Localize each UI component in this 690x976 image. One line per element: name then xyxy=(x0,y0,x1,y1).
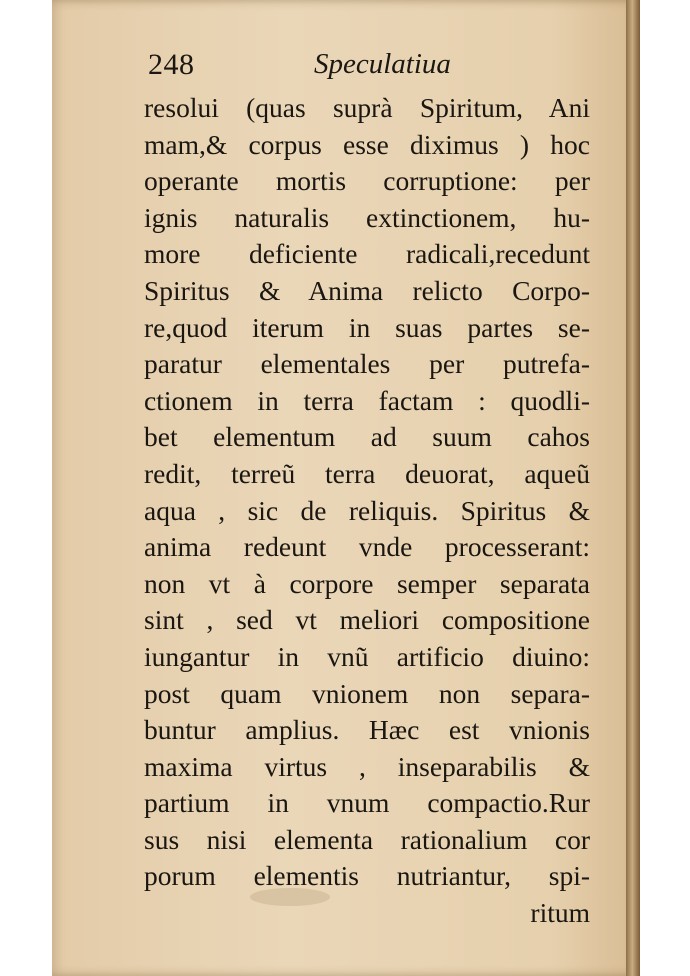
text-line: maxima virtus , inseparabilis & xyxy=(144,750,590,782)
text-line: non vt à corpore semper separata xyxy=(144,567,590,599)
running-head xyxy=(148,44,528,84)
page-edge xyxy=(626,0,640,976)
text-line: more deficiente radicali,recedunt xyxy=(144,238,590,270)
text-line: anima redeunt vnde processerant: xyxy=(144,531,590,563)
body-text xyxy=(144,90,590,932)
text-line: redit, terreũ terra deuorat, aqueũ xyxy=(144,457,590,489)
text-line: post quam vnionem non separa- xyxy=(144,677,590,709)
text-line: sint , sed vt meliori compositione xyxy=(144,604,590,636)
text-line: operante mortis corruptione: per xyxy=(144,165,590,197)
ink-smudge xyxy=(250,888,330,906)
text-line: mam,& corpus esse diximus ) hoc xyxy=(144,128,590,160)
text-line: bet elementum ad suum cahos xyxy=(144,421,590,453)
text-line: partium in vnum compactio.Rur xyxy=(144,787,590,819)
text-line: iungantur in vnũ artificio diuino: xyxy=(144,640,590,672)
catchword: ritum xyxy=(530,897,590,929)
text-line: sus nisi elementa rationalium cor xyxy=(144,823,590,855)
text-line: resolui (quas suprà Spiritum, Ani xyxy=(144,92,590,123)
text-line: ctionem in terra factam : quodli- xyxy=(144,384,590,416)
text-line: porum elementis nutriantur, spi- xyxy=(144,860,590,892)
page-number: 248 xyxy=(148,48,195,81)
text-line: buntur amplius. Hæc est vnionis xyxy=(144,714,590,746)
text-line: re,quod iterum in suas partes se- xyxy=(144,311,590,343)
running-title: Speculatiua xyxy=(314,48,451,80)
text-line: Spiritus & Anima relicto Corpo- xyxy=(144,274,590,306)
text-line: aqua , sic de reliquis. Spiritus & xyxy=(144,494,590,526)
text-line: paratur elementales per putrefa- xyxy=(144,348,590,380)
text-line: ignis naturalis extinctionem, hu- xyxy=(144,201,590,233)
